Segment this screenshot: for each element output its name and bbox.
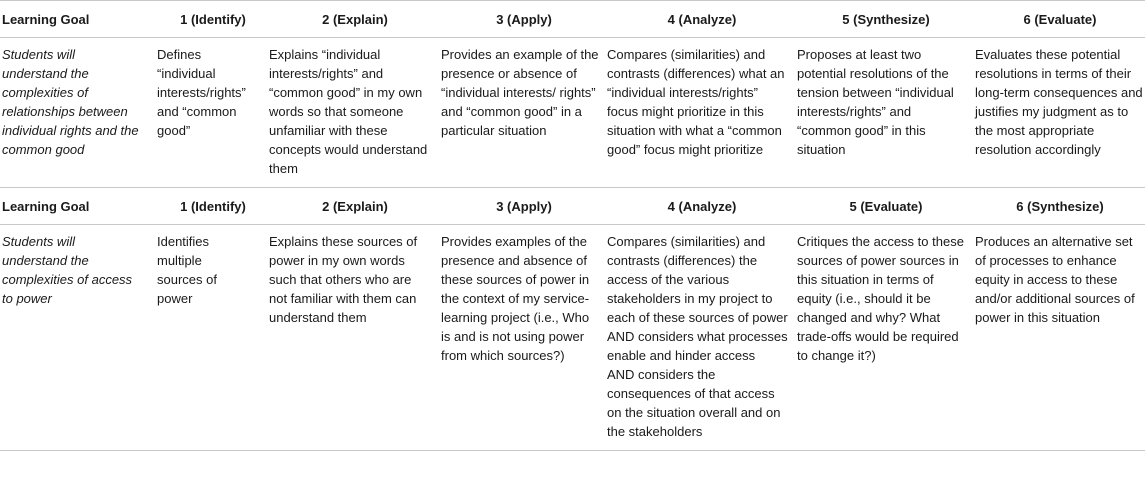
header-level-2: 2 (Explain) xyxy=(322,11,388,27)
header-level-6: 6 (Evaluate) xyxy=(1023,11,1097,27)
header-row-1 xyxy=(0,1,1145,38)
header-level-2: 2 (Explain) xyxy=(322,198,388,214)
learning-goal-cell xyxy=(0,225,157,451)
header-level-4: 4 (Analyze) xyxy=(667,198,737,214)
level-3-text: Provides examples of the presence and absence of these sources of power in the context of my service-learning project (i.e., Who is and is not using power from which sources?) xyxy=(441,234,590,363)
header-learning-goal: Learning Goal xyxy=(2,198,90,214)
header-level-3: 3 (Apply) xyxy=(496,198,552,214)
level-1-text: Defines “individual interests/rights” and “common good” xyxy=(157,47,246,138)
level-1-cell xyxy=(157,225,269,451)
learning-goal-text: Students will understand the complexities of relationships between individual rights and the common good xyxy=(2,47,139,157)
header-learning-goal: Learning Goal xyxy=(2,11,90,27)
level-5-cell xyxy=(797,38,975,188)
level-2-text: Explains “individual interests/rights” and “common good” in my own words so that someone unfamiliar with these concepts would understand them xyxy=(269,47,428,176)
header-level-1: 1 (Identify) xyxy=(180,11,246,27)
level-4-text: Compares (similarities) and contrasts (differences) the access of the various stakeholders in my project to each of these sources of power AND considers what processes enable and hinder access AND considers the consequences of that access on the situation overall and on the stakeholders xyxy=(607,234,788,439)
level-6-text: Evaluates these potential resolutions in terms of their long-term consequences and justifies my judgment as to the most appropriate resolution accordingly xyxy=(975,47,1143,157)
level-2-cell xyxy=(269,38,441,188)
level-6-text: Produces an alternative set of processes to enhance equity in access to these and/or additional sources of power in this situation xyxy=(975,234,1135,325)
level-6-cell xyxy=(975,38,1145,188)
level-3-cell xyxy=(441,225,607,451)
header-level-5: 5 (Evaluate) xyxy=(849,198,923,214)
table-row-1 xyxy=(0,38,1145,188)
level-3-cell xyxy=(441,38,607,188)
level-4-cell xyxy=(607,225,797,451)
level-1-text: Identifies multiple sources of power xyxy=(157,234,217,306)
learning-goal-cell xyxy=(0,38,157,188)
level-4-cell xyxy=(607,38,797,188)
header-row-2 xyxy=(0,188,1145,225)
level-2-cell xyxy=(269,225,441,451)
level-1-cell xyxy=(157,38,269,188)
level-5-text: Proposes at least two potential resolutions of the tension between “individual interests/rights” and “common good” in this situation xyxy=(797,47,954,157)
level-6-cell xyxy=(975,225,1145,451)
level-2-text: Explains these sources of power in my own words such that others who are not familiar with them can understand them xyxy=(269,234,418,325)
header-level-6: 6 (Synthesize) xyxy=(1016,198,1104,214)
learning-goal-text: Students will understand the complexities of access to power xyxy=(2,234,133,306)
header-level-1: 1 (Identify) xyxy=(180,198,246,214)
header-level-5: 5 (Synthesize) xyxy=(842,11,930,27)
table-row-2 xyxy=(0,225,1145,451)
level-3-text: Provides an example of the presence or absence of “individual interests/ rights” and “common good” in a particular situation xyxy=(441,47,599,138)
level-5-text: Critiques the access to these sources of power sources in this situation in terms of equity (i.e., should it be changed and why? What trade-offs would be required to change it?) xyxy=(797,234,964,363)
header-level-3: 3 (Apply) xyxy=(496,11,552,27)
level-4-text: Compares (similarities) and contrasts (differences) what an “individual interests/rights” focus might prioritize in this situation with what a “common good” focus might prioritize xyxy=(607,47,785,157)
header-level-4: 4 (Analyze) xyxy=(667,11,737,27)
level-5-cell xyxy=(797,225,975,451)
